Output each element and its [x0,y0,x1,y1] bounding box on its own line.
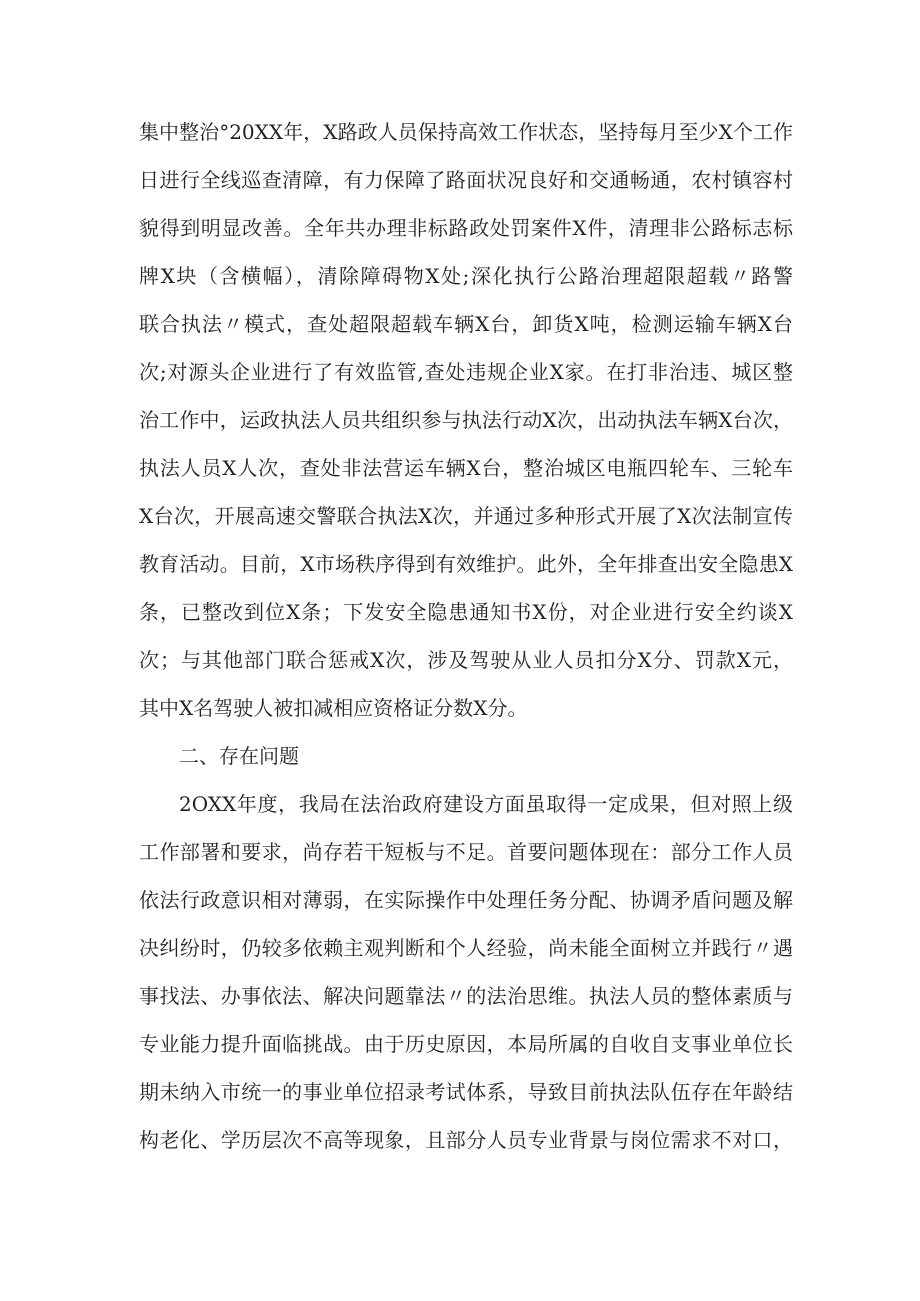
paragraph-2-line-8: 构老化、学历层次不高等现象，且部分人员专业背景与岗位需求不对口， [139,1128,793,1152]
paragraph-1-line-3: 貌得到明显改善。全年共办理非标路政处罚案件X件，清理非公路标志标 [139,216,793,240]
paragraph-1-line-13: 其中X名驾驶人被扣减相应资格证分数X分。 [139,696,528,720]
paragraph-2-line-2: 工作部署和要求，尚存若干短板与不足。首要问题体现在：部分工作人员 [139,840,793,864]
paragraph-1-line-6: 次;对源头企业进行了有效监管,查处违规企业X家。在打非治违、城区整 [139,360,793,384]
paragraph-2-line-7: 期未纳入市统一的事业单位招录考试体系，导致目前执法队伍存在年龄结 [139,1080,793,1104]
paragraph-1-line-10: 教育活动。目前，X市场秩序得到有效维护。此外，全年排查出安全隐患X [139,552,793,576]
paragraph-2-line-4: 决纠纷时，仍较多依赖主观判断和个人经验，尚未能全面树立并践行〃遇 [139,936,793,960]
paragraph-1-line-8: 执法人员X人次，查处非法营运车辆X台，整治城区电瓶四轮车、三轮车 [139,456,793,480]
paragraph-2-line-6: 专业能力提升面临挑战。由于历史原因，本局所属的自收自支事业单位长 [139,1032,793,1056]
paragraph-1-line-12: 次；与其他部门联合惩戒X次，涉及驾驶从业人员扣分X分、罚款X元， [139,648,793,672]
paragraph-2-line-5: 事找法、办事依法、解决问题靠法〃的法治思维。执法人员的整体素质与 [139,984,793,1008]
paragraph-1-line-7: 治工作中，运政执法人员共组织参与执法行动X次，出动执法车辆X台次， [139,408,793,432]
paragraph-1-line-9: X台次，开展高速交警联合执法X次，并通过多种形式开展了X次法制宣传 [139,504,793,528]
paragraph-2-line-1: 2OXX年度，我局在法治政府建设方面虽取得一定成果，但对照上级 [179,792,793,816]
paragraph-1-line-11: 条，已整改到位X条；下发安全隐患通知书X份，对企业进行安全约谈X [139,600,793,624]
paragraph-1-line-2: 日进行全线巡查清障，有力保障了路面状况良好和交通畅通，农村镇容村 [139,168,793,192]
paragraph-1-line-5: 联合执法〃模式，查处超限超载车辆X台，卸货X吨，检测运输车辆X台 [139,312,793,336]
paragraph-2-line-3: 依法行政意识相对薄弱，在实际操作中处理任务分配、协调矛盾问题及解 [139,888,793,912]
section-heading: 二、存在问题 [179,744,299,768]
paragraph-1-line-4: 牌X块（含横幅），清除障碍物X处;深化执行公路治理超限超载〃路警 [139,264,793,288]
paragraph-1-line-1: 集中整治°20XX年，X路政人员保持高效工作状态，坚持每月至少X个工作 [139,120,793,144]
